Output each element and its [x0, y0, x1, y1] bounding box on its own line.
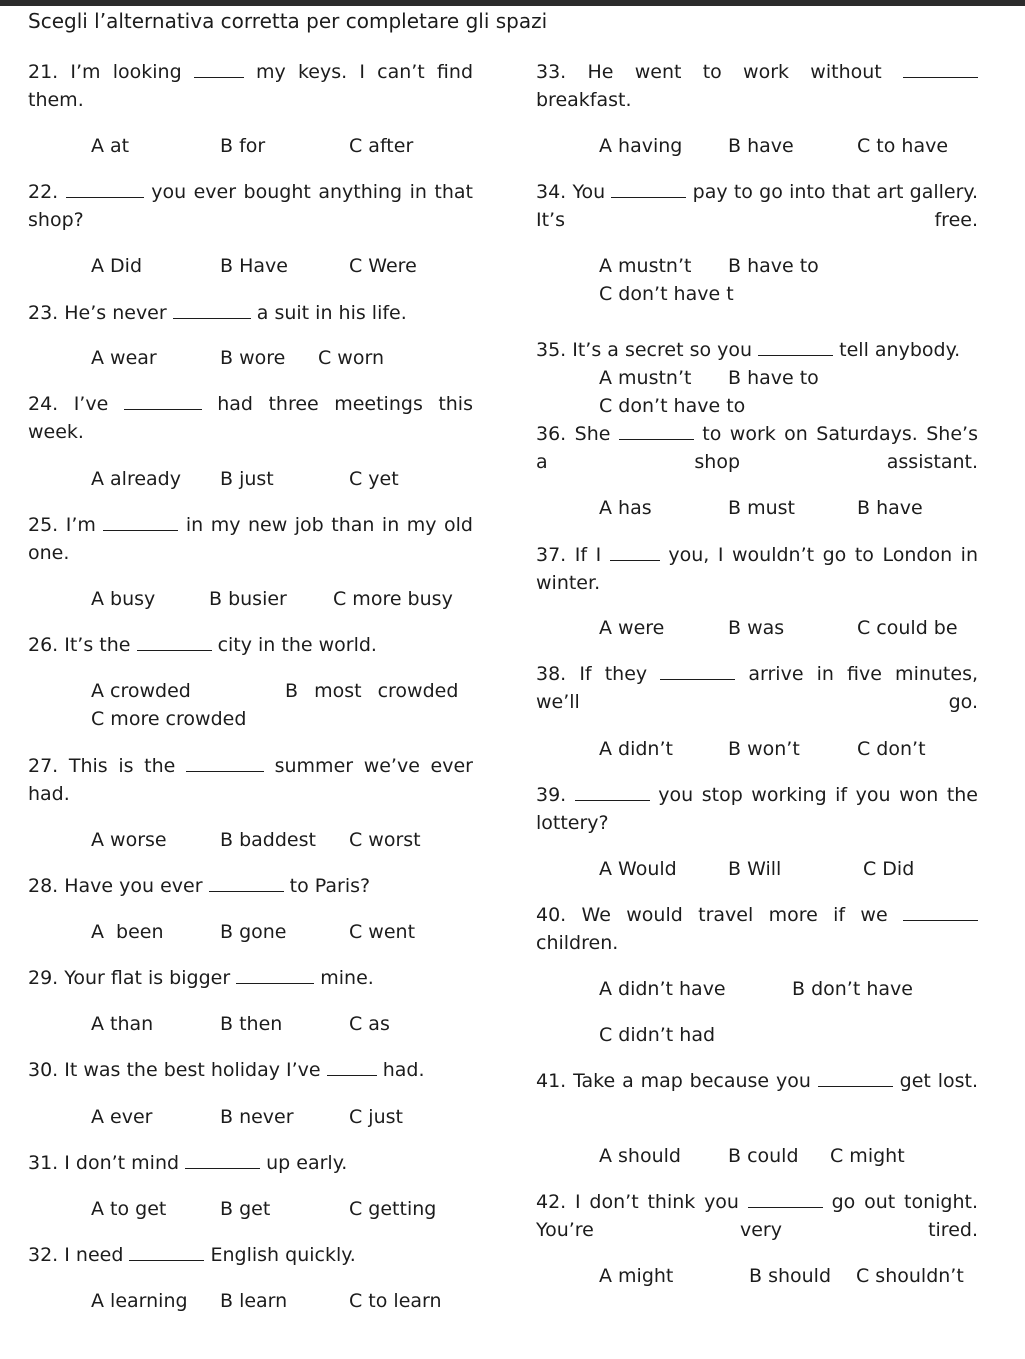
option-a[interactable]: A than — [91, 1013, 154, 1035]
question-31 — [28, 1149, 473, 1177]
option-c[interactable]: C didn’t had — [599, 1024, 716, 1046]
question-32 — [28, 1241, 473, 1269]
answer-blank[interactable] — [209, 876, 284, 892]
question-text: my keys. I can’t find them. — [28, 61, 474, 111]
option-b[interactable]: B baddest — [220, 829, 316, 851]
question-text: you stop working if you won the lottery? — [536, 784, 978, 834]
option-b[interactable]: B should — [749, 1265, 832, 1287]
option-a[interactable]: A at — [91, 135, 130, 157]
answer-blank[interactable] — [185, 1153, 260, 1169]
options-40-continued — [536, 1021, 978, 1049]
option-b[interactable]: B don’t have — [792, 978, 913, 1000]
option-a[interactable]: A worse — [91, 829, 167, 851]
question-25 — [28, 511, 473, 595]
options-26-continued — [28, 705, 473, 733]
options-40 — [536, 975, 978, 1003]
option-c[interactable]: C could be — [857, 617, 958, 639]
question-text: 34. You — [536, 181, 606, 203]
question-text: 35. It’s a secret so you — [536, 339, 753, 361]
question-text: 32. I need — [28, 1244, 124, 1266]
option-a[interactable]: A were — [599, 617, 665, 639]
option-b[interactable]: B have to — [728, 367, 819, 389]
question-text: 21. I’m looking — [28, 61, 182, 83]
option-b[interactable]: B learn — [220, 1290, 288, 1312]
question-text: 28. Have you ever — [28, 875, 203, 897]
question-text: summer we’ve ever had. — [28, 755, 473, 805]
question-42 — [536, 1188, 978, 1272]
question-34 — [536, 178, 978, 262]
option-b[interactable]: B was — [728, 617, 785, 639]
question-33 — [536, 58, 978, 142]
answer-blank[interactable] — [173, 303, 251, 319]
options-34-continued — [536, 280, 978, 308]
question-text: 37. If I — [536, 544, 602, 566]
option-c[interactable]: C as — [349, 1013, 390, 1035]
answer-blank[interactable] — [236, 968, 314, 984]
question-text: 31. I don’t mind — [28, 1152, 180, 1174]
option-c[interactable]: B have — [857, 497, 923, 519]
question-41 — [536, 1067, 978, 1123]
option-b[interactable]: B Will — [728, 858, 782, 880]
question-text: to work on Saturdays. She’s a shop assistant. — [536, 423, 978, 473]
question-text: English quickly. — [210, 1244, 356, 1266]
options-29 — [28, 1010, 473, 1038]
question-text: 27. This is the — [28, 755, 176, 777]
question-28 — [28, 872, 473, 900]
option-a[interactable]: A might — [599, 1265, 674, 1287]
option-b[interactable]: B gone — [220, 921, 287, 943]
question-text: 30. It was the best holiday I’ve — [28, 1059, 321, 1081]
question-29 — [28, 964, 473, 992]
option-c[interactable]: C might — [830, 1145, 905, 1167]
question-text: up early. — [266, 1152, 348, 1174]
option-c[interactable]: C more busy — [333, 588, 453, 610]
answer-blank[interactable] — [124, 394, 202, 410]
answer-blank[interactable] — [611, 182, 686, 198]
question-text: 29. Your flat is bigger — [28, 967, 231, 989]
option-a[interactable]: A didn’t have — [599, 978, 726, 1000]
question-27 — [28, 752, 473, 836]
question-text: had three meetings this week. — [28, 393, 473, 443]
option-a[interactable]: A mustn’t — [599, 255, 692, 277]
options-32 — [28, 1287, 473, 1315]
option-c[interactable]: C Were — [349, 255, 417, 277]
question-24 — [28, 390, 473, 474]
question-21 — [28, 58, 473, 142]
option-b[interactable]: B have — [728, 135, 794, 157]
option-b[interactable]: B get — [220, 1198, 271, 1220]
answer-blank[interactable] — [103, 515, 178, 531]
question-22 — [28, 178, 473, 262]
option-a[interactable]: A should — [599, 1145, 681, 1167]
question-text: had. — [382, 1059, 425, 1081]
option-c[interactable]: C don’t have to — [599, 395, 746, 417]
option-c[interactable]: C worst — [349, 829, 421, 851]
option-a[interactable]: A wear — [91, 347, 157, 369]
answer-blank[interactable] — [137, 635, 212, 651]
question-text: 24. I’ve — [28, 393, 109, 415]
option-b[interactable]: B then — [220, 1013, 283, 1035]
question-text: pay to go into that art gallery. It’s free. — [536, 181, 978, 231]
option-a[interactable]: A having — [599, 135, 683, 157]
option-a[interactable]: A busy — [91, 588, 156, 610]
option-b[interactable]: B busier — [209, 588, 287, 610]
question-text: 40. We would travel more if we — [536, 904, 888, 926]
option-a[interactable]: A already — [91, 468, 181, 490]
option-b[interactable]: B won’t — [728, 738, 800, 760]
options-35 — [536, 364, 978, 392]
options-22 — [28, 252, 473, 280]
options-21 — [28, 132, 473, 160]
option-a[interactable]: A mustn’t — [599, 367, 692, 389]
option-a[interactable]: A Would — [599, 858, 677, 880]
options-26 — [28, 677, 473, 705]
options-23 — [28, 344, 473, 372]
option-a[interactable]: A to get — [91, 1198, 167, 1220]
answer-blank[interactable] — [619, 424, 694, 440]
answer-blank[interactable] — [660, 664, 735, 680]
question-text: go out tonight. You’re very tired. — [536, 1191, 979, 1241]
question-40 — [536, 901, 978, 985]
question-text: 42. I don’t think you — [536, 1191, 739, 1213]
option-c[interactable]: C getting — [349, 1198, 437, 1220]
option-c[interactable]: C worn — [318, 347, 384, 369]
options-28 — [28, 918, 473, 946]
top-border — [0, 0, 1025, 6]
options-25 — [28, 585, 473, 613]
question-text: tell anybody. — [839, 339, 961, 361]
answer-blank[interactable] — [575, 785, 650, 801]
option-c[interactable]: C after — [349, 135, 414, 157]
answer-blank[interactable] — [903, 905, 978, 921]
question-text: 33. He went to work without — [536, 61, 882, 83]
question-text: breakfast. — [536, 89, 632, 111]
option-c[interactable]: C more crowded — [91, 708, 247, 730]
option-b[interactable]: B never — [220, 1106, 294, 1128]
option-c[interactable]: C just — [349, 1106, 403, 1128]
options-33 — [536, 132, 978, 160]
option-b[interactable]: B for — [220, 135, 266, 157]
question-text: you ever bought anything in that shop? — [28, 181, 474, 231]
answer-blank[interactable] — [903, 62, 978, 78]
option-b[interactable]: B have to — [728, 255, 819, 277]
options-36 — [536, 494, 978, 522]
question-text: a suit in his life. — [256, 302, 407, 324]
question-37 — [536, 541, 978, 625]
answer-blank[interactable] — [194, 62, 244, 78]
question-text: mine. — [320, 967, 374, 989]
option-b[interactable]: B wore — [220, 347, 286, 369]
question-text: 36. She — [536, 423, 611, 445]
option-c[interactable]: C don’t — [857, 738, 926, 760]
question-23 — [28, 299, 473, 327]
answer-blank[interactable] — [748, 1192, 823, 1208]
answer-blank[interactable] — [758, 340, 833, 356]
question-text: 38. If they — [536, 663, 648, 685]
question-text: 26. It’s the — [28, 634, 131, 656]
question-text: city in the world. — [217, 634, 377, 656]
question-30 — [28, 1056, 473, 1084]
option-a[interactable]: A ever — [91, 1106, 153, 1128]
options-42 — [536, 1262, 978, 1290]
option-c[interactable]: C Did — [863, 858, 915, 880]
answer-blank[interactable] — [610, 545, 660, 561]
option-a[interactable]: A Did — [91, 255, 143, 277]
options-38 — [536, 735, 978, 763]
option-a[interactable]: A crowded — [91, 680, 191, 702]
question-38 — [536, 660, 978, 744]
question-text: to Paris? — [289, 875, 371, 897]
question-text: in my new job than in my old one. — [28, 514, 473, 564]
option-c[interactable]: C to learn — [349, 1290, 442, 1312]
option-b[interactable]: B must — [728, 497, 795, 519]
question-text: 22. — [28, 181, 59, 203]
answer-blank[interactable] — [327, 1060, 377, 1076]
options-35-continued — [536, 392, 978, 420]
option-a[interactable]: A didn’t — [599, 738, 673, 760]
question-text: you, I wouldn’t go to London in winter. — [536, 544, 979, 594]
answer-blank[interactable] — [186, 756, 264, 772]
option-b[interactable]: B could — [728, 1145, 799, 1167]
option-a[interactable]: A been — [91, 921, 164, 943]
answer-blank[interactable] — [818, 1071, 893, 1087]
option-a[interactable]: A learning — [91, 1290, 188, 1312]
question-26 — [28, 631, 473, 659]
option-a[interactable]: A has — [599, 497, 652, 519]
options-31 — [28, 1195, 473, 1223]
option-b[interactable]: B just — [220, 468, 274, 490]
question-text: 39. — [536, 784, 567, 806]
question-text: 25. I’m — [28, 514, 96, 536]
option-c[interactable]: C don’t have t — [599, 283, 734, 305]
options-39 — [536, 855, 978, 883]
options-30 — [28, 1103, 473, 1131]
question-text: 41. Take a map because you — [536, 1070, 811, 1092]
options-24 — [28, 465, 473, 493]
question-36 — [536, 420, 978, 504]
question-text: get lost. — [899, 1070, 978, 1092]
option-c[interactable]: C went — [349, 921, 416, 943]
answer-blank[interactable] — [66, 182, 144, 198]
option-c[interactable]: C shouldn’t — [856, 1265, 964, 1287]
question-text: arrive in five minutes, we’ll go. — [536, 663, 979, 713]
question-35 — [536, 336, 978, 364]
options-27 — [28, 826, 473, 854]
question-39 — [536, 781, 978, 865]
question-text: children. — [536, 932, 619, 954]
option-b[interactable]: B most crowded — [285, 680, 459, 702]
answer-blank[interactable] — [129, 1245, 204, 1261]
option-c[interactable]: C yet — [349, 468, 399, 490]
options-41 — [536, 1142, 978, 1170]
option-c[interactable]: C to have — [857, 135, 949, 157]
options-34 — [536, 252, 978, 280]
question-text: 23. He’s never — [28, 302, 167, 324]
page-title: Scegli l’alternativa corretta per completare gli spazi — [28, 9, 548, 33]
options-37 — [536, 614, 978, 642]
option-b[interactable]: B Have — [220, 255, 288, 277]
